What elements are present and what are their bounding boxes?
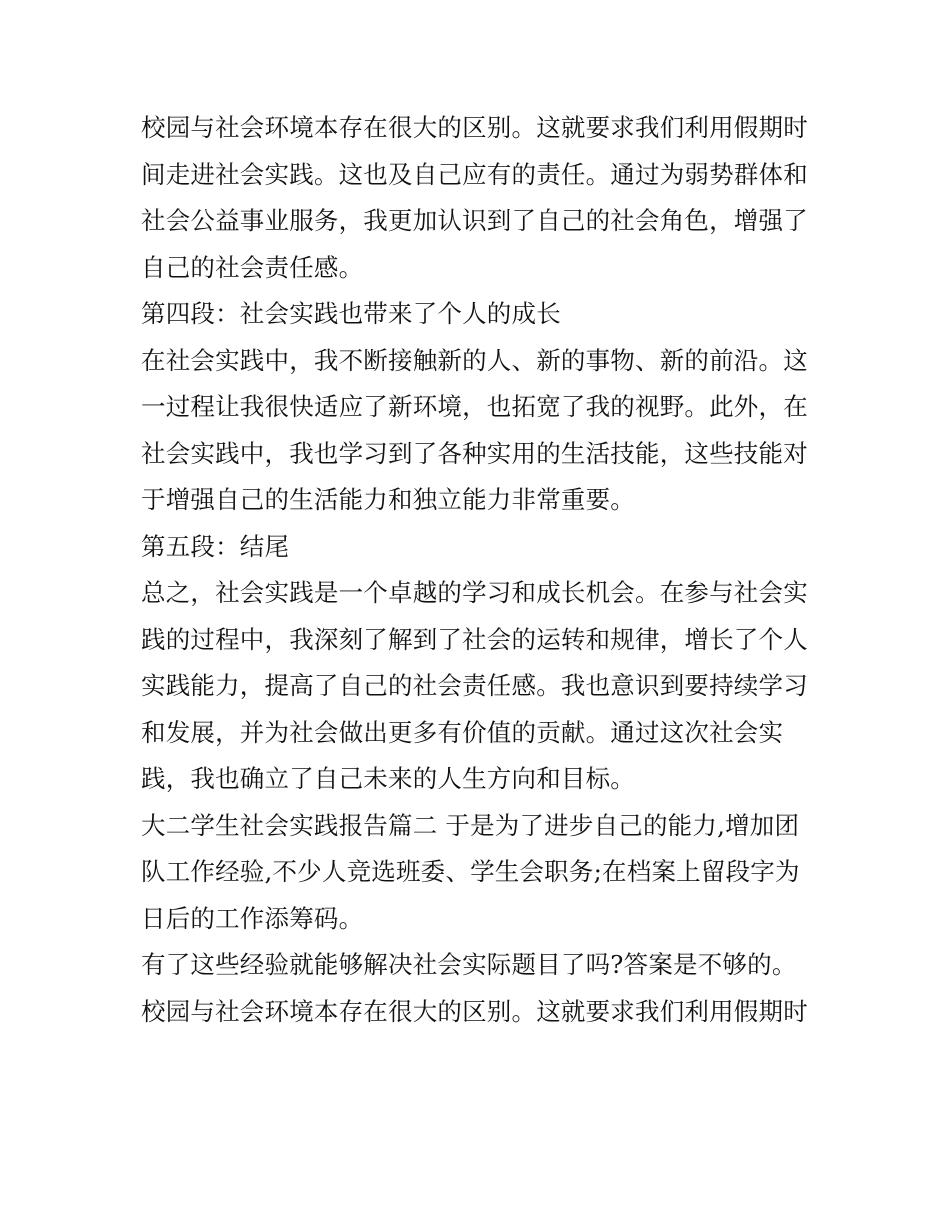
text-line: 和发展，并为社会做出更多有价值的贡献。通过这次社会实 xyxy=(141,717,784,747)
text-line: 社会公益事业服务，我更加认识到了自己的社会角色，增强了 xyxy=(141,206,808,235)
text-line: 日后的工作添筹码。 xyxy=(141,903,364,933)
text-line: 队工作经验,不少人竞选班委、学生会职务;在档案上留段字为 xyxy=(141,857,800,886)
text-line: 自己的社会责任感。 xyxy=(141,252,364,282)
section-heading: 第四段：社会实践也带来了个人的成长 xyxy=(141,299,561,328)
section-heading: 第五段：结尾 xyxy=(141,531,290,561)
text-line: 校园与社会环境本存在很大的区别。这就要求我们利用假期时 xyxy=(141,113,808,142)
text-line: 社会实践中，我也学习到了各种实用的生活技能，这些技能对 xyxy=(141,438,808,468)
text-line: 践的过程中，我深刻了解到了社会的运转和规律，增长了个人 xyxy=(141,624,808,654)
text-line: 践，我也确立了自己未来的人生方向和目标。 xyxy=(141,764,635,793)
text-line: 总之，社会实践是一个卓越的学习和成长机会。在参与社会实 xyxy=(141,578,808,607)
text-line: 于增强自己的生活能力和独立能力非常重要。 xyxy=(141,485,635,514)
text-line: 在社会实践中，我不断接触新的人、新的事物、新的前沿。这 xyxy=(141,345,808,375)
text-line: 一过程让我很快适应了新环境，也拓宽了我的视野。此外，在 xyxy=(141,392,808,421)
text-line: 实践能力，提高了自己的社会责任感。我也意识到要持续学习 xyxy=(141,671,808,700)
text-line: 间走进社会实践。这也及自己应有的责任。通过为弱势群体和 xyxy=(141,159,808,189)
text-line: 校园与社会环境本存在很大的区别。这就要求我们利用假期时 xyxy=(141,996,808,1026)
text-line: 大二学生社会实践报告篇二 于是为了进步自己的能力,增加团 xyxy=(141,810,800,840)
text-line: 有了这些经验就能够解决社会实际题目了吗?答案是不够的。 xyxy=(141,950,797,979)
document-body xyxy=(141,105,821,1035)
